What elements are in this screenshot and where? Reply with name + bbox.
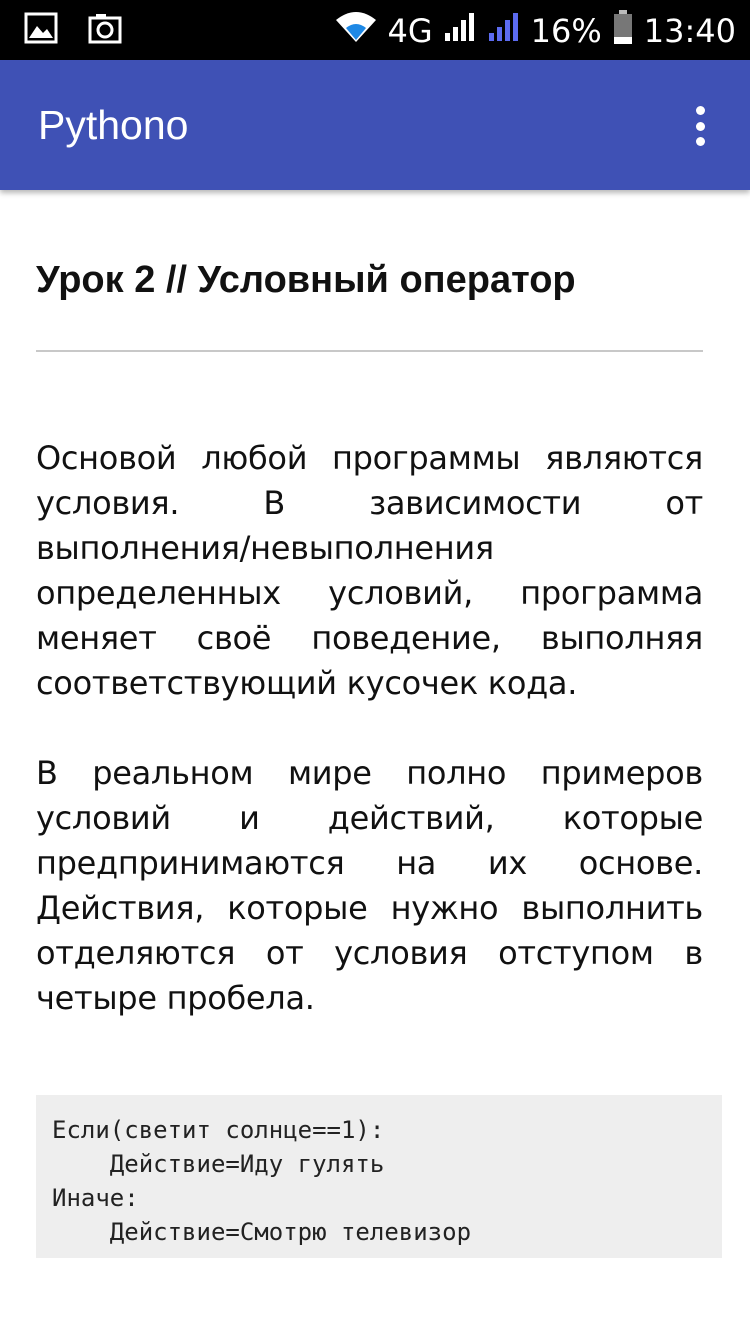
lesson-title: Урок 2 // Условный оператор xyxy=(36,259,576,301)
system-status xyxy=(334,8,737,54)
notification-icons xyxy=(24,12,122,49)
code-line: Если(светит солнце==1): xyxy=(52,1116,385,1144)
lesson-paragraph: В реальном мире полно примеров условий и действий, которые предпринимаются на их основе. Действия, которые нужно выполнить отделяются от условия отступом в четыре пробела. xyxy=(36,754,703,1017)
code-line: Действие=Смотрю телевизор xyxy=(52,1218,472,1246)
status-bar xyxy=(0,0,750,60)
gallery-icon xyxy=(24,12,58,49)
signal-icon xyxy=(487,11,521,51)
lesson-paragraph: Основой любой программы являются условия. В зависимости от выполнения/невыполнения определенных условий, программа меняет своё поведение, выполняя соответствующий кусочек кода. xyxy=(36,439,703,702)
code-block xyxy=(36,1095,722,1258)
clock: 13:40 xyxy=(643,12,736,50)
divider xyxy=(36,350,703,352)
code-line: Иначе: xyxy=(52,1184,139,1212)
more-vert-icon[interactable] xyxy=(680,102,720,150)
signal-icon xyxy=(443,11,477,51)
camera-icon xyxy=(88,12,122,49)
lesson-content xyxy=(36,190,703,1021)
battery-level: 16% xyxy=(530,12,602,50)
code-line: Действие=Иду гулять xyxy=(52,1150,385,1178)
app-bar xyxy=(0,60,750,190)
wifi-icon xyxy=(334,10,378,52)
battery-icon xyxy=(612,9,634,53)
network-type: 4G xyxy=(387,12,433,50)
app-title: Pythono xyxy=(38,102,189,148)
